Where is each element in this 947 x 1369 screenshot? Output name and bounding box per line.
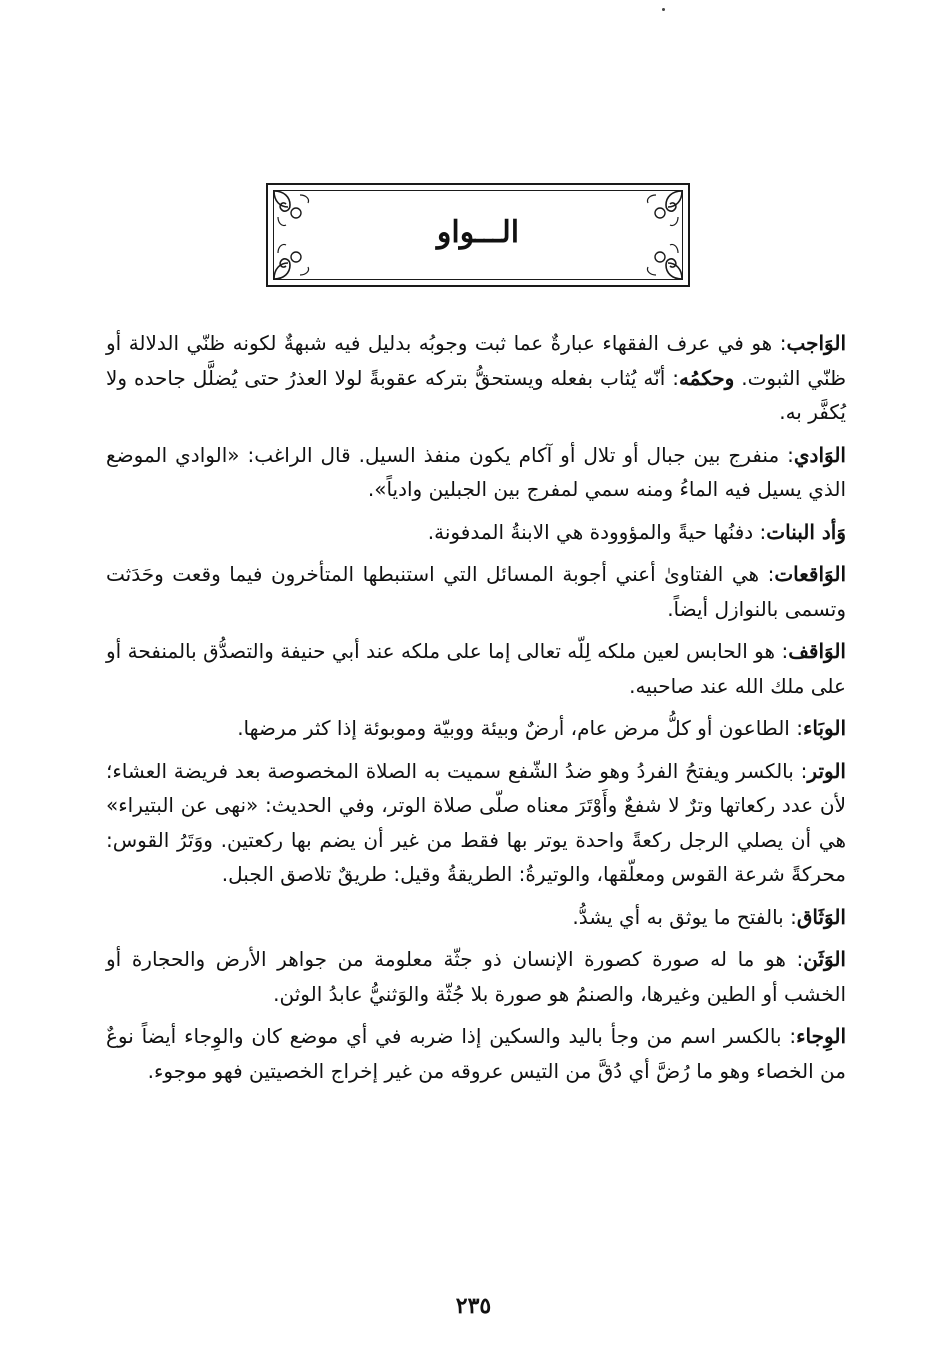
entry-definition: : بالفتح ما يوثق به أي يشدُّ. (572, 904, 797, 929)
entry-subterm: وحكمُه (678, 365, 735, 390)
entry-wija (106, 1019, 846, 1088)
entry-waqiat (106, 557, 846, 626)
entry-definition: : هو الحابس لعين ملكه لِلّه تعالى إما على ملكه عند أبي حنيفة والتصدُّق بالمنفحة أو على ملك الله عند صاحبيه. (106, 639, 846, 698)
entry-term: الوبَاء (802, 716, 846, 740)
entry-waqif (106, 634, 846, 703)
entry-wajib (106, 326, 846, 430)
entry-term: الوَاجب (786, 331, 846, 355)
entry-term: الوِجاء (796, 1024, 846, 1048)
entry-definition: : أنّه يُثاب بفعله ويستحقُّ بتركه عقوبةً لولا العذرُ حتى يُضلَّل جاحده ولا يُكفَّر به. (106, 365, 846, 424)
entry-witr (106, 754, 846, 892)
entry-term: وَأد البنات (766, 519, 846, 544)
chapter-title: الـــواو (436, 215, 520, 250)
entry-wadi (106, 438, 846, 507)
entry-term: الوَثَن (803, 947, 846, 971)
entry-definition: : هو ما له صورة كصورة الإنسان ذو جثّة معلومة من جواهر الأرض والحجارة أو الخشب أو الطين وغيرها، والصنمُ هو صورة بلا جُثّة والوَثنيُّ عابدُ الوثن. (106, 947, 846, 1006)
entry-wathaq (106, 900, 846, 935)
entry-definition: : دفنُها حيةً والمؤوودة هي الابنةُ المدفونة. (427, 519, 767, 544)
entry-definition: : منفرج بين جبال أو تلال أو آكام يكون منفذ السيل. قال الراغب: «الوادي الموضع الذي يسيل فيه الماءُ ومنه سمي لمفرج بين الجبلين وادياً». (106, 442, 846, 501)
entry-waba (106, 711, 846, 746)
entry-term: الوتر (807, 758, 846, 783)
entry-definition: : هو في عرف الفقهاء عبارةٌ عما ثبت وجوبُه بدليل فيه شبهةٌ لكونه ظنّي الدلالة أو ظنّي الثبوت. (106, 331, 846, 390)
scan-speck (662, 8, 665, 11)
entry-term: الوَثَاق (796, 904, 846, 929)
page-number: ٢٣٥ (455, 1293, 492, 1319)
entry-definition: : الطاعون أو كلُّ مرض عام، أرضٌ وبيئة ووبيّة وموبوئة إذا كثر مرضها. (237, 716, 803, 740)
entry-term: الوَادي (793, 442, 846, 467)
entry-term: الوَاقف (788, 639, 846, 663)
entry-term: الوَاقعات (774, 562, 846, 586)
entry-wad-albanat (106, 515, 846, 550)
chapter-title-frame (266, 183, 690, 287)
entry-wathan (106, 942, 846, 1011)
entry-definition: : بالكسر اسم من وجأ باليد والسكين إذا ضربه في أي موضع كان والوِجاء أيضاً نوعٌ من الخصاء وهو ما رُضَّ أي دُقَّ من التيس عروقه من غير إخراج الخصيتين فهو موجوء. (106, 1024, 846, 1083)
entry-definition: : بالكسر ويفتحُ الفردُ وهو ضدُ الشّفع سميت به الصلاة المخصوصة بعد فريضة العشاء؛ لأن عدد ركعاتها وترٌ لا شفعٌ وأَوْتَرَ معناه صلّى صلاة الوتر، وفي الحديث: «نهى عن البتيراء» هي أن يصلي الرجل ركعةً واحدة يوتر بها فقط من غير أن يضم بها ركعتين. ووَتَرُ القوس: محركةً شرعة القوس ومعلّقها، والوتيرةُ: الطريقةُ وقيل: طريقٌ تلاصق الجبل. (106, 758, 846, 886)
dictionary-entries (106, 326, 846, 1096)
entry-definition: : هي الفتاوىٰ أعني أجوبة المسائل التي استنبطها المتأخرون فيما وقعت وحَدَثت وتسمى بالنوازل أيضاً. (106, 562, 846, 621)
